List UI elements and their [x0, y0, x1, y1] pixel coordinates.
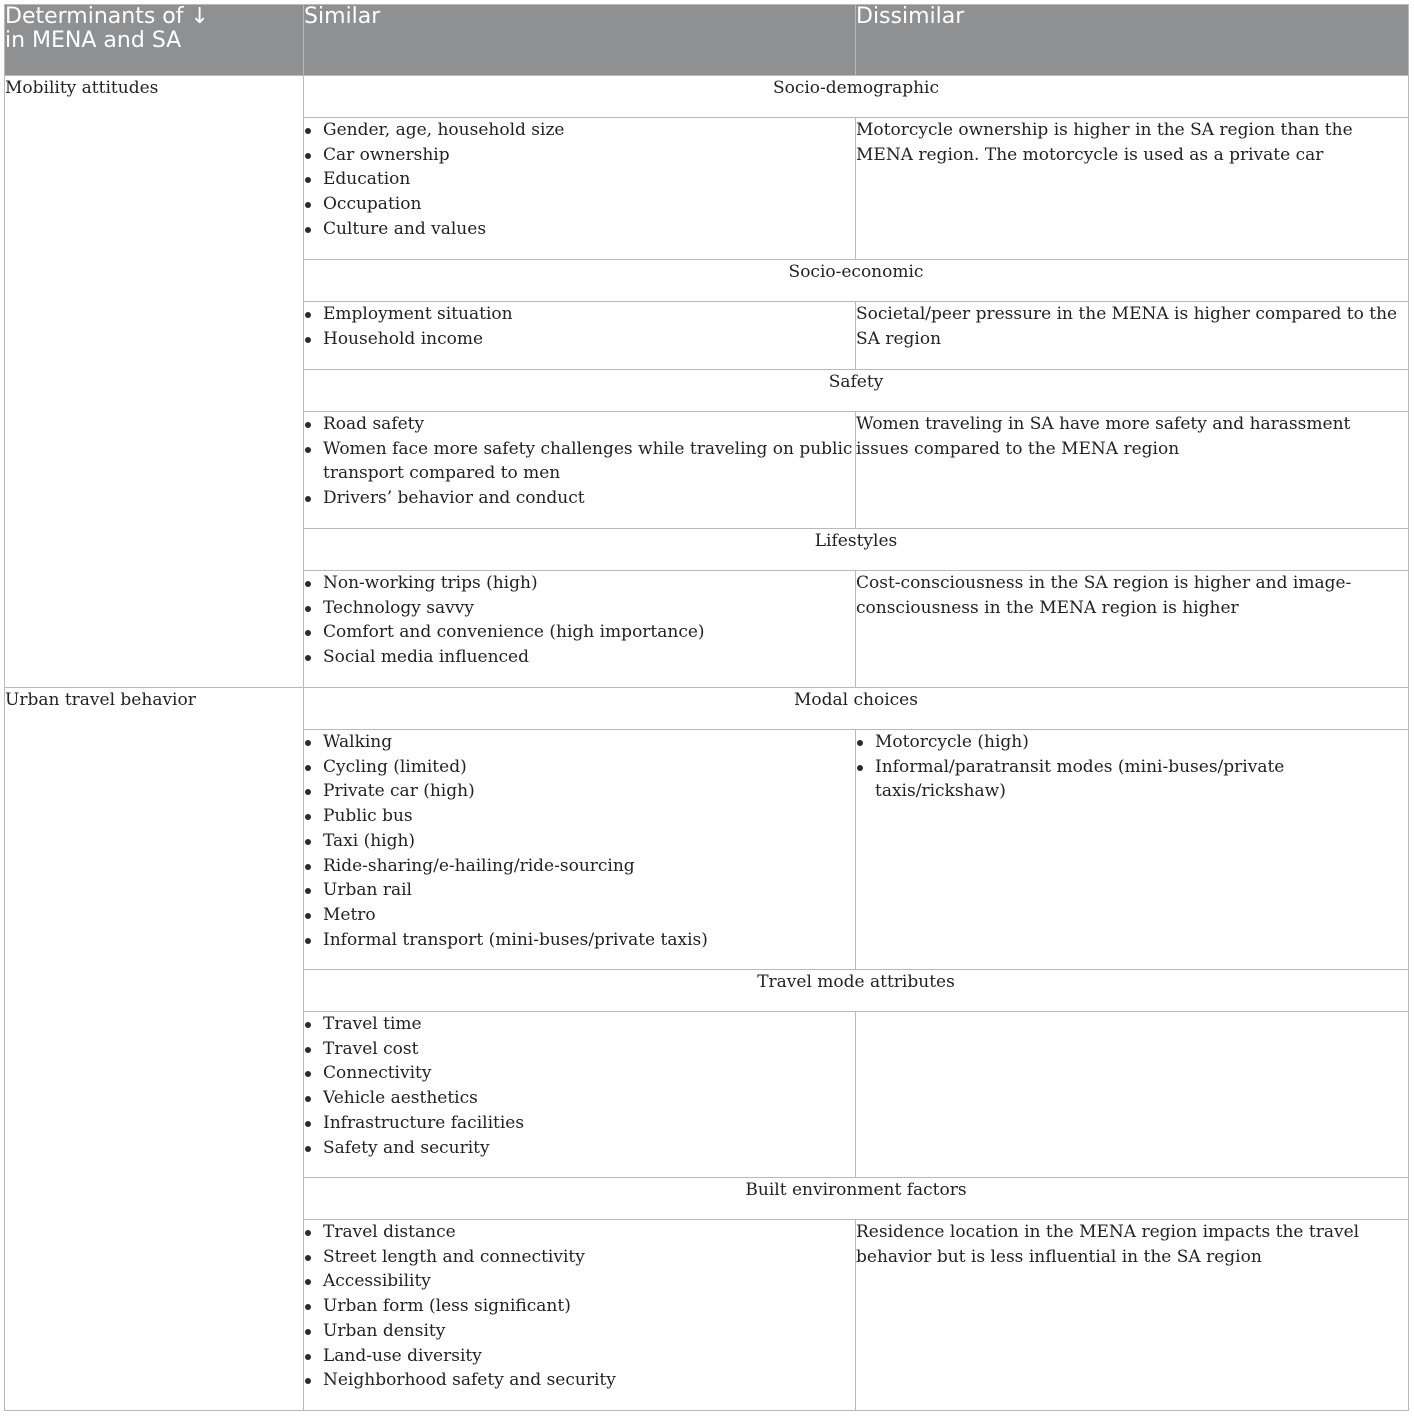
section-title-lifestyles: Lifestyles	[304, 529, 1409, 571]
list-item: Social media influenced	[304, 645, 855, 670]
similar-list	[304, 302, 855, 351]
header-similar: Similar	[304, 5, 856, 76]
section-title-socio-demographic: Socio-demographic	[304, 76, 1409, 118]
similar-cell-travel-mode-attributes	[304, 1012, 856, 1178]
dissimilar-cell-built-environment-factors: Residence location in the MENA region impacts the travel behavior but is less influential in the SA region	[856, 1220, 1409, 1411]
header-determinants-line2: in MENA and SA	[5, 28, 182, 53]
list-item: Urban density	[304, 1319, 855, 1344]
section-title-travel-mode-attributes: Travel mode attributes	[304, 970, 1409, 1012]
similar-cell-modal-choices	[304, 730, 856, 970]
list-item: Street length and connectivity	[304, 1245, 855, 1270]
list-item: Employment situation	[304, 302, 855, 327]
similar-cell-safety	[304, 412, 856, 529]
list-item: Technology savvy	[304, 596, 855, 621]
list-item: Informal transport (mini-buses/private taxis)	[304, 928, 855, 953]
dissimilar-cell-travel-mode-attributes	[856, 1012, 1409, 1178]
similar-cell-socio-economic	[304, 302, 856, 370]
list-item: Informal/paratransit modes (mini-buses/private taxis/rickshaw)	[856, 755, 1408, 804]
dissimilar-cell-modal-choices	[856, 730, 1409, 970]
list-item: Metro	[304, 903, 855, 928]
list-item: Ride-sharing/e-hailing/ride-sourcing	[304, 854, 855, 879]
section-title-row	[5, 688, 1409, 730]
section-title-row	[5, 76, 1409, 118]
list-item: Walking	[304, 730, 855, 755]
section-title-built-environment-factors: Built environment factors	[304, 1178, 1409, 1220]
header-row	[5, 5, 1409, 76]
similar-cell-built-environment-factors	[304, 1220, 856, 1411]
dissimilar-cell-safety: Women traveling in SA have more safety and harassment issues compared to the MENA region	[856, 412, 1409, 529]
similar-list	[304, 1012, 855, 1160]
list-item: Comfort and convenience (high importance)	[304, 620, 855, 645]
similar-list	[304, 412, 855, 511]
list-item: Private car (high)	[304, 779, 855, 804]
dissimilar-cell-lifestyles: Cost-consciousness in the SA region is higher and image-consciousness in the MENA region is higher	[856, 571, 1409, 688]
dissimilar-cell-socio-economic: Societal/peer pressure in the MENA is higher compared to the SA region	[856, 302, 1409, 370]
list-item: Culture and values	[304, 217, 855, 242]
list-item: Urban form (less significant)	[304, 1294, 855, 1319]
list-item: Connectivity	[304, 1061, 855, 1086]
category-urban-travel-behavior: Urban travel behavior	[5, 688, 304, 1411]
section-title-socio-economic: Socio-economic	[304, 260, 1409, 302]
section-title-modal-choices: Modal choices	[304, 688, 1409, 730]
similar-cell-socio-demographic	[304, 118, 856, 260]
list-item: Travel distance	[304, 1220, 855, 1245]
similar-list	[304, 571, 855, 670]
list-item: Non-working trips (high)	[304, 571, 855, 596]
similar-cell-lifestyles	[304, 571, 856, 688]
list-item: Travel time	[304, 1012, 855, 1037]
header-dissimilar: Dissimilar	[856, 5, 1409, 76]
list-item: Accessibility	[304, 1269, 855, 1294]
list-item: Land-use diversity	[304, 1344, 855, 1369]
list-item: Safety and security	[304, 1136, 855, 1161]
section-title-safety: Safety	[304, 370, 1409, 412]
list-item: Public bus	[304, 804, 855, 829]
similar-list	[304, 1220, 855, 1393]
list-item: Cycling (limited)	[304, 755, 855, 780]
list-item: Education	[304, 167, 855, 192]
similar-list	[304, 730, 855, 952]
similar-list	[304, 118, 855, 242]
list-item: Occupation	[304, 192, 855, 217]
list-item: Infrastructure facilities	[304, 1111, 855, 1136]
header-determinants-line1: Determinants of ↓	[5, 4, 209, 29]
list-item: Vehicle aesthetics	[304, 1086, 855, 1111]
dissimilar-cell-socio-demographic: Motorcycle ownership is higher in the SA region than the MENA region. The motorcycle is used as a private car	[856, 118, 1409, 260]
list-item: Household income	[304, 327, 855, 352]
list-item: Neighborhood safety and security	[304, 1368, 855, 1393]
list-item: Drivers’ behavior and conduct	[304, 486, 855, 511]
category-mobility-attitudes: Mobility attitudes	[5, 76, 304, 688]
list-item: Gender, age, household size	[304, 118, 855, 143]
header-determinants	[5, 5, 304, 76]
list-item: Travel cost	[304, 1037, 855, 1062]
list-item: Road safety	[304, 412, 855, 437]
list-item: Car ownership	[304, 143, 855, 168]
dissimilar-list	[856, 730, 1408, 804]
list-item: Urban rail	[304, 878, 855, 903]
list-item: Motorcycle (high)	[856, 730, 1408, 755]
list-item: Taxi (high)	[304, 829, 855, 854]
list-item: Women face more safety challenges while traveling on public transport compared to men	[304, 437, 855, 486]
determinants-table	[4, 4, 1409, 1411]
